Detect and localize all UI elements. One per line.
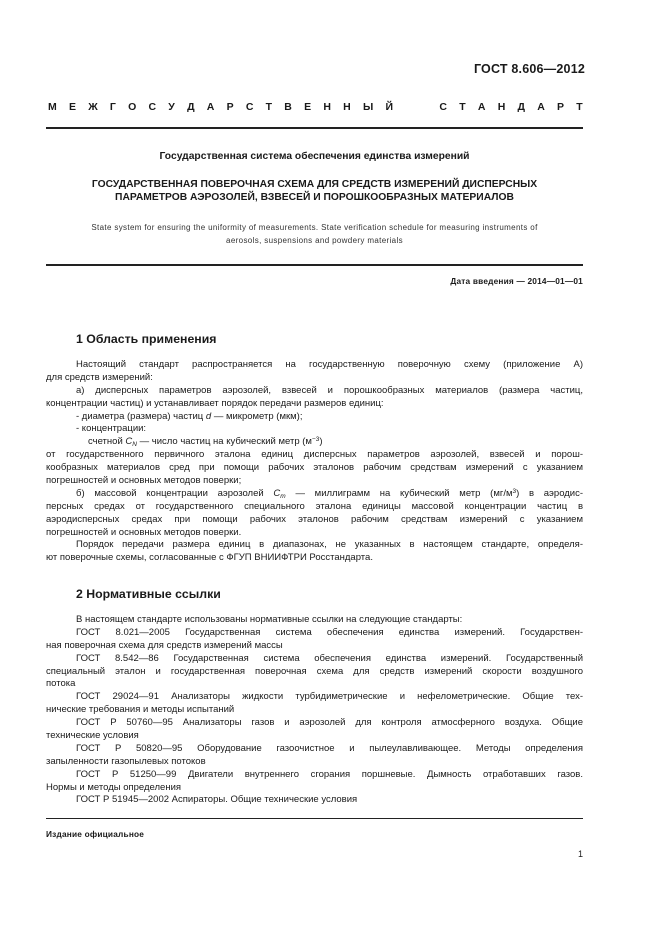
paragraph-line: ют поверочные схемы, согласованные с ФГУП ВНИИФТРИ Росстандарта.: [46, 552, 373, 564]
reference-line: ГОСТ 8.542—86 Государственная система обеспечения единства измерений. Государственный: [76, 652, 583, 664]
banner-letter: Н: [497, 101, 506, 113]
paragraph-line: погрешностей и основных методов поверки.: [46, 526, 242, 538]
paragraph-line: для средств измерений:: [46, 371, 153, 383]
paragraph-line: аэродисперсных средах при помощи рабочих эталонов рабочим средствам измерений с указанием: [46, 513, 583, 525]
symbol-subscript-n: N: [132, 441, 137, 449]
banner-letter: Е: [304, 101, 312, 113]
symbol-subscript-m: m: [280, 492, 286, 500]
paragraph-line: персных средах от государственного специального эталона единицы массовой концентрации частиц в: [46, 500, 583, 512]
paragraph-line: б) массовой концентрации аэрозолей $C_m$ — миллиграмм на кубический метр $(мг/м^3)$ в аэродис-: [76, 487, 584, 500]
banner-letter: В: [284, 101, 292, 113]
banner-letter: Р: [557, 101, 565, 113]
reference-line: ГОСТ Р 51250—99 Двигатели внутреннего сгорания поршневые. Дымность отработавших газов.: [76, 768, 583, 780]
banner-letter: А: [206, 101, 215, 113]
paragraph-line: кообразных материалов сред при помощи рабочих эталонов рабочим средствам измерений с указанием: [46, 462, 583, 474]
banner-letter: Т: [265, 101, 273, 113]
title-rule: [46, 264, 583, 266]
paragraph-line: - диаметра (размера) частиц d — микрометр (мкм);: [76, 410, 303, 422]
paragraph-line: от государственного первичного эталона единиц дисперсных параметров аэрозолей, взвесей и порош-: [46, 449, 583, 461]
reference-line: ГОСТ Р 50820—95 Оборудование газоочистное и пылеулавливающее. Методы определения: [76, 742, 583, 754]
banner-letter: О: [128, 101, 137, 113]
reference-line: потока: [46, 678, 76, 690]
banner-letter: Н: [323, 101, 331, 113]
symbol-c: C: [273, 487, 281, 499]
reference-line: ная поверочная схема для средств измерений массы: [46, 639, 283, 651]
banner-letter: Д: [517, 101, 525, 113]
paragraph-line: Порядок передачи размера единиц в диапазонах, не указанных в настоящем стандарте, определя-: [76, 539, 583, 551]
banner-letter: Е: [68, 101, 76, 113]
reference-line: ГОСТ Р 51945—2002 Аспираторы. Общие технические условия: [76, 794, 358, 806]
top-rule: [46, 127, 583, 129]
banner-letter: С: [245, 101, 254, 113]
document-code: ГОСТ 8.606—2012: [473, 62, 585, 76]
reference-line: ГОСТ 29024—91 Анализаторы жидкости турбидиметрические и нефелометрические. Общие тех-: [76, 691, 583, 703]
section-2-body: [46, 614, 583, 807]
reference-line: технические условия: [46, 730, 139, 742]
banner-letter: Н: [343, 101, 351, 113]
reference-line: запыленности газопылевых потоков: [46, 755, 206, 767]
title-line: ПАРАМЕТРОВ АЭРОЗОЛЕЙ, ВЗВЕСЕЙ И ПОРОШКООБРАЗНЫХ МАТЕРИАЛОВ: [115, 192, 514, 203]
document-title: [46, 178, 583, 204]
reference-line: ГОСТ Р 50760—95 Анализаторы газов и аэрозолей для контроля атмосферного воздуха. Общие: [76, 717, 583, 729]
banner-letter: Ы: [362, 101, 374, 113]
banner-letter: Д: [187, 101, 195, 113]
banner-letter: Ж: [88, 101, 98, 113]
word-gap: [405, 101, 427, 113]
paragraph-line: концентрации частиц) и устанавливает порядок передачи размеров единиц:: [46, 397, 384, 409]
page-number: 1: [577, 849, 583, 859]
paragraph-line: погрешностей и основных методов поверки;: [46, 475, 242, 487]
paragraph-line: а) дисперсных параметров аэрозолей, взвесей и порошкообразных материалов (размера частиц,: [76, 384, 583, 396]
official-edition-note: Издание официальное: [46, 829, 145, 839]
reference-line: специальный эталон и государственная поверочная схема для средств измерений скорости воздушного: [46, 665, 583, 677]
english-title: [46, 222, 583, 247]
banner-letter: М: [48, 101, 57, 113]
paragraph-line: Настоящий стандарт распространяется на государственную поверочную схему (приложение А): [76, 359, 583, 370]
symbol-c: C: [125, 436, 133, 448]
banner-letter: С: [439, 101, 448, 113]
paragraph-line: В настоящем стандарте использованы нормативные ссылки на следующие стандарты:: [76, 614, 463, 625]
interstate-standard-banner: [48, 101, 583, 113]
banner-letter: Г: [109, 101, 116, 113]
section-2-heading: 2 Нормативные ссылки: [76, 587, 221, 601]
banner-letter: А: [537, 101, 545, 113]
banner-letter: С: [148, 101, 157, 113]
paragraph-line: счетной $C_N$ — число частиц на кубический метр $(м^{-3})$: [88, 436, 323, 449]
banner-letter: У: [168, 101, 175, 113]
banner-letter: А: [477, 101, 486, 113]
footer-rule: [46, 818, 583, 819]
reference-line: нические требования и методы испытаний: [46, 704, 235, 716]
system-title: Государственная система обеспечения единства измерений: [159, 151, 470, 162]
introduction-date: Дата введения — 2014—01—01: [450, 276, 583, 286]
english-title-line: aerosols, suspensions and powdery materials: [226, 235, 403, 245]
reference-line: Нормы и методы определения: [46, 781, 182, 793]
section-1-body: [46, 359, 583, 565]
banner-letter: Й: [385, 101, 393, 113]
reference-line: ГОСТ 8.021—2005 Государственная система обеспечения единства измерений. Государствен-: [76, 626, 583, 638]
banner-letter: Т: [459, 101, 466, 113]
english-title-line: State system for ensuring the uniformity of measurements. State verification schedule for measuring instruments of: [91, 223, 538, 232]
section-1-heading: 1 Область применения: [76, 332, 217, 346]
banner-letter: Р: [226, 101, 234, 113]
title-line: ГОСУДАРСТВЕННАЯ ПОВЕРОЧНАЯ СХЕМА ДЛЯ СРЕДСТВ ИЗМЕРЕНИЙ ДИСПЕРСНЫХ: [91, 179, 538, 190]
banner-letter: Т: [576, 101, 583, 113]
symbol-d: d: [205, 410, 212, 422]
paragraph-line: - концентрации:: [76, 423, 147, 435]
